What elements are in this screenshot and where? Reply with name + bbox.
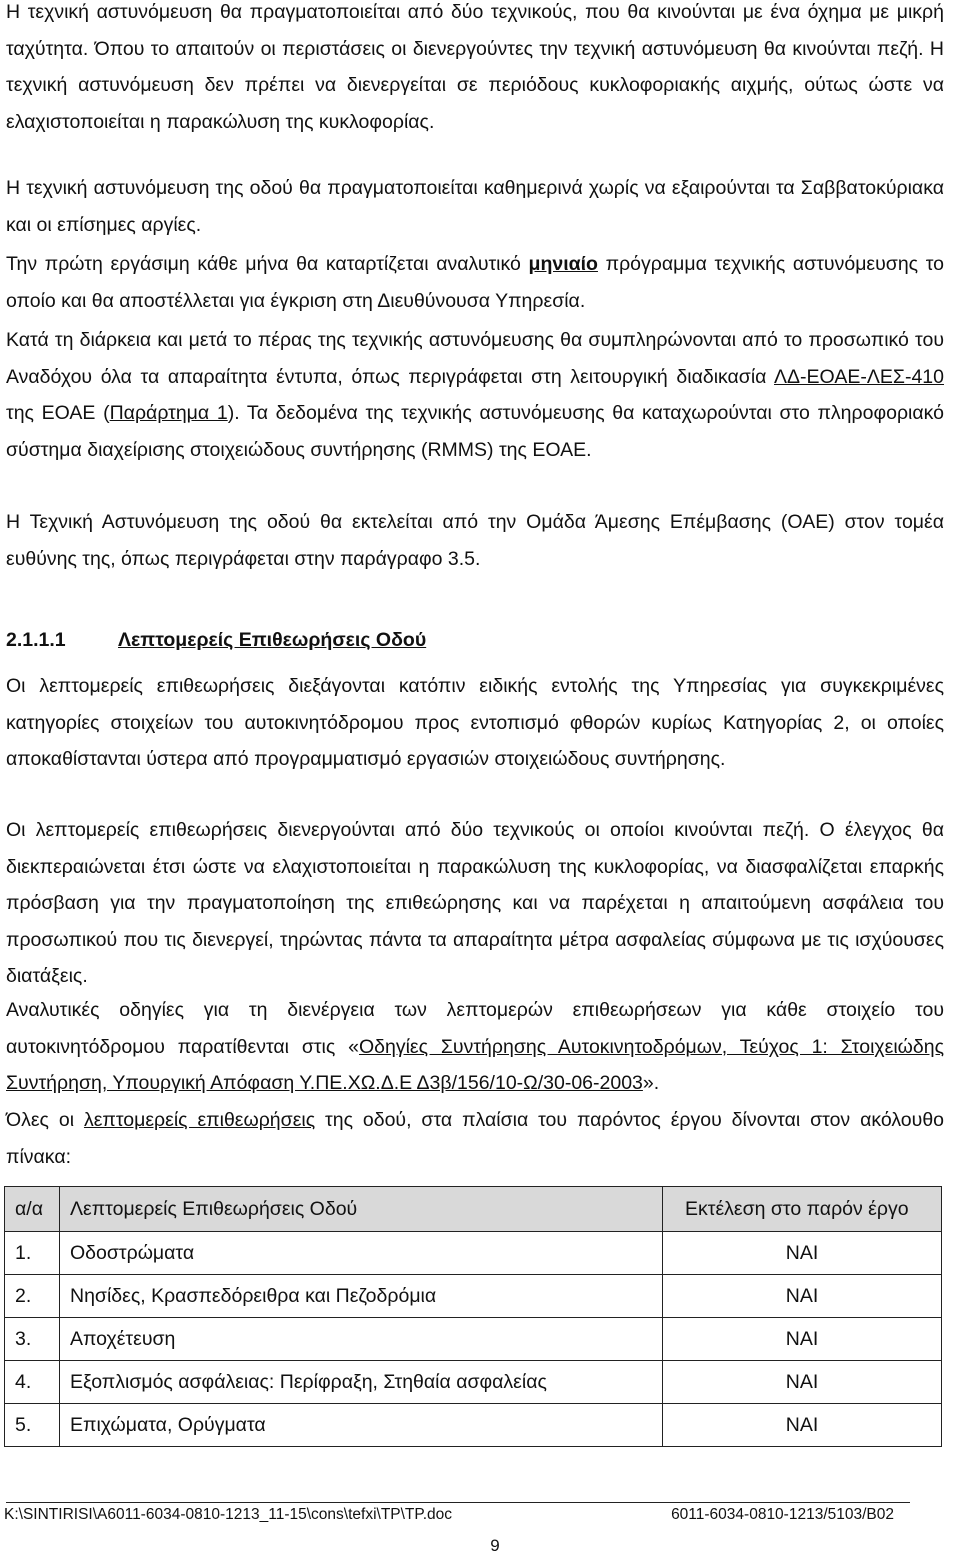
- paragraph-technical-patrol: Η τεχνική αστυνόμευση θα πραγματοποιείται από δύο τεχνικούς, που θα κινούνται με ένα όχημα με μικρή ταχύτητα. Όπου το απαιτούν οι περιστάσεις οι διενεργούντες την τεχνική αστυνόμευση θα κινούνται πεζή. Η τεχνική αστυνόμευση δεν πρέπει να διενεργείται σε περιόδους κυκλοφοριακής αιχμής, ούτως ώστε να ελαχιστοποιείται η παρακώλυση της κυκλοφορίας.: [6, 1, 944, 133]
- row-inspection: Αποχέτευση: [60, 1318, 663, 1361]
- paragraph-instructions: Αναλυτικές οδηγίες για τη διενέργεια των λεπτομερών επιθεωρήσεων για κάθε στοιχείο του αυτοκινητόδρομου παρατίθενται στις «Οδηγίες Συντήρησης Αυτοκινητοδρόμων, Τεύχος 1: Στοιχειώδης Συντήρηση, Υπουργική Απόφαση Υ.ΠΕ.ΧΩ.Δ.Ε Δ3β/156/10-Ω/30-06-2003».: [6, 999, 944, 1094]
- table-row: [5, 1232, 942, 1275]
- header-inspection: Λεπτομερείς Επιθεωρήσεις Οδού: [60, 1187, 663, 1232]
- table-header-row: [5, 1187, 942, 1232]
- appendix-link[interactable]: Παράρτημα 1: [109, 402, 228, 424]
- table-row: [5, 1361, 942, 1404]
- row-index: 2.: [5, 1275, 60, 1318]
- inspections-table: [4, 1186, 942, 1447]
- row-index: 1.: [5, 1232, 60, 1275]
- row-execution: ΝΑΙ: [663, 1404, 942, 1447]
- paragraph-response-team: Η Τεχνική Αστυνόμευση της οδού θα εκτελείται από την Ομάδα Άμεσης Επέμβασης (ΟΑΕ) στον τομέα ευθύνης της, όπως περιγράφεται στην παράγραφο 3.5.: [6, 511, 944, 570]
- table-row: [5, 1404, 942, 1447]
- paragraph-table-intro: Όλες οι λεπτομερείς επιθεωρήσεις της οδού, στα πλαίσια του παρόντος έργου δίνονται στον ακόλουθο πίνακα:: [6, 1109, 945, 1168]
- detailed-inspections-link[interactable]: λεπτομερείς επιθεωρήσεις: [83, 1109, 316, 1131]
- paragraph-forms: Κατά τη διάρκεια και μετά το πέρας της τεχνικής αστυνόμευσης θα συμπληρώνονται από το προσωπικό του Αναδόχου όλα τα απαραίτητα έντυπα, όπως περιγράφεται στη λειτουργική διαδικασία ΛΔ-ΕΟΑΕ-ΛΕΣ-410 της ΕΟΑΕ (Παράρτημα 1). Τα δεδομένα της τεχνικής αστυνόμευσης θα καταχωρούνται στο πληροφοριακό σύστημα διαχείρισης στοιχειώδους συντήρησης (RMMS) της ΕΟΑΕ.: [6, 329, 944, 461]
- row-inspection: Νησίδες, Κρασπεδόρειθρα και Πεζοδρόμια: [60, 1275, 663, 1318]
- footer-document-code: 6011-6034-0810-1213/5103/B02: [671, 1506, 894, 1523]
- row-execution: ΝΑΙ: [663, 1275, 942, 1318]
- table-row: [5, 1275, 942, 1318]
- paragraph-detailed-inspections: Οι λεπτομερείς επιθεωρήσεις διεξάγονται κατόπιν ειδικής εντολής της Υπηρεσίας για συγκεκριμένες κατηγορίες στοιχείων του αυτοκινητόδρομου προς εντοπισμό φθορών κυρίως Κατηγορίας 2, οι οποίες αποκαθίστανται ύστερα από προγραμματισμό εργασιών στοιχειώδους συντήρησης.: [6, 675, 944, 770]
- row-inspection: Επιχώματα, Ορύγματα: [60, 1404, 663, 1447]
- section-number: 2.1.1.1: [6, 629, 66, 651]
- monthly-emphasis: μηνιαίο: [528, 253, 598, 275]
- row-execution: ΝΑΙ: [663, 1361, 942, 1404]
- row-inspection: Οδοστρώματα: [60, 1232, 663, 1275]
- row-inspection: Εξοπλισμός ασφάλειας: Περίφραξη, Στηθαία ασφαλείας: [60, 1361, 663, 1404]
- row-index: 3.: [5, 1318, 60, 1361]
- row-index: 5.: [5, 1404, 60, 1447]
- table-row: [5, 1318, 942, 1361]
- row-index: 4.: [5, 1361, 60, 1404]
- header-index: α/α: [5, 1187, 60, 1232]
- section-heading: [6, 624, 944, 656]
- footer-divider: [6, 1502, 910, 1503]
- page-number: 9: [490, 1536, 500, 1555]
- procedure-reference-link[interactable]: ΛΔ-ΕΟΑΕ-ΛΕΣ-410: [774, 365, 944, 388]
- section-title: Λεπτομερείς Επιθεωρήσεις Οδού: [118, 629, 427, 651]
- paragraph-daily-patrol: Η τεχνική αστυνόμευση της οδού θα πραγματοποιείται καθημερινά χωρίς να εξαιρούνται τα Σαββατοκύριακα και οι επίσημες αργίες.: [6, 177, 944, 236]
- maintenance-guidelines-link[interactable]: Οδηγίες Συντήρησης Αυτοκινητοδρόμων, Τεύχος 1: Στοιχειώδης Συντήρηση, Υπουργική Απόφαση Υ.ΠΕ.ΧΩ.Δ.Ε Δ3β/156/10-Ω/30-06-2003: [6, 1035, 944, 1094]
- paragraph-monthly-program: Την πρώτη εργάσιμη κάθε μήνα θα καταρτίζεται αναλυτικό μηνιαίο πρόγραμμα τεχνικής αστυνόμευσης το οποίο και θα αποστέλλεται για έγκριση στη Διευθύνουσα Υπηρεσία.: [6, 253, 944, 312]
- row-execution: ΝΑΙ: [663, 1232, 942, 1275]
- footer-file-path: K:\SINTIRISI\A6011-6034-0810-1213_11-15\cons\tefxi\TP\TP.doc: [4, 1506, 453, 1523]
- row-execution: ΝΑΙ: [663, 1318, 942, 1361]
- paragraph-inspection-procedure: Οι λεπτομερείς επιθεωρήσεις διενεργούνται από δύο τεχνικούς οι οποίοι κινούνται πεζή. Ο έλεγχος θα διεκπεραιώνεται έτσι ώστε να ελαχιστοποιείται η παρακώλυση της κυκλοφορίας, να διασφαλίζεται επαρκής πρόσβαση για την πραγματοποίηση της επιθεώρησης και να παρέχεται η απαιτούμενη ασφάλεια του προσωπικού που τις διενεργεί, τηρώντας πάντα τα απαραίτητα μέτρα ασφαλείας σύμφωνα με τις ισχύουσες διατάξεις.: [6, 819, 944, 987]
- header-execution: Εκτέλεση στο παρόν έργο: [663, 1187, 942, 1232]
